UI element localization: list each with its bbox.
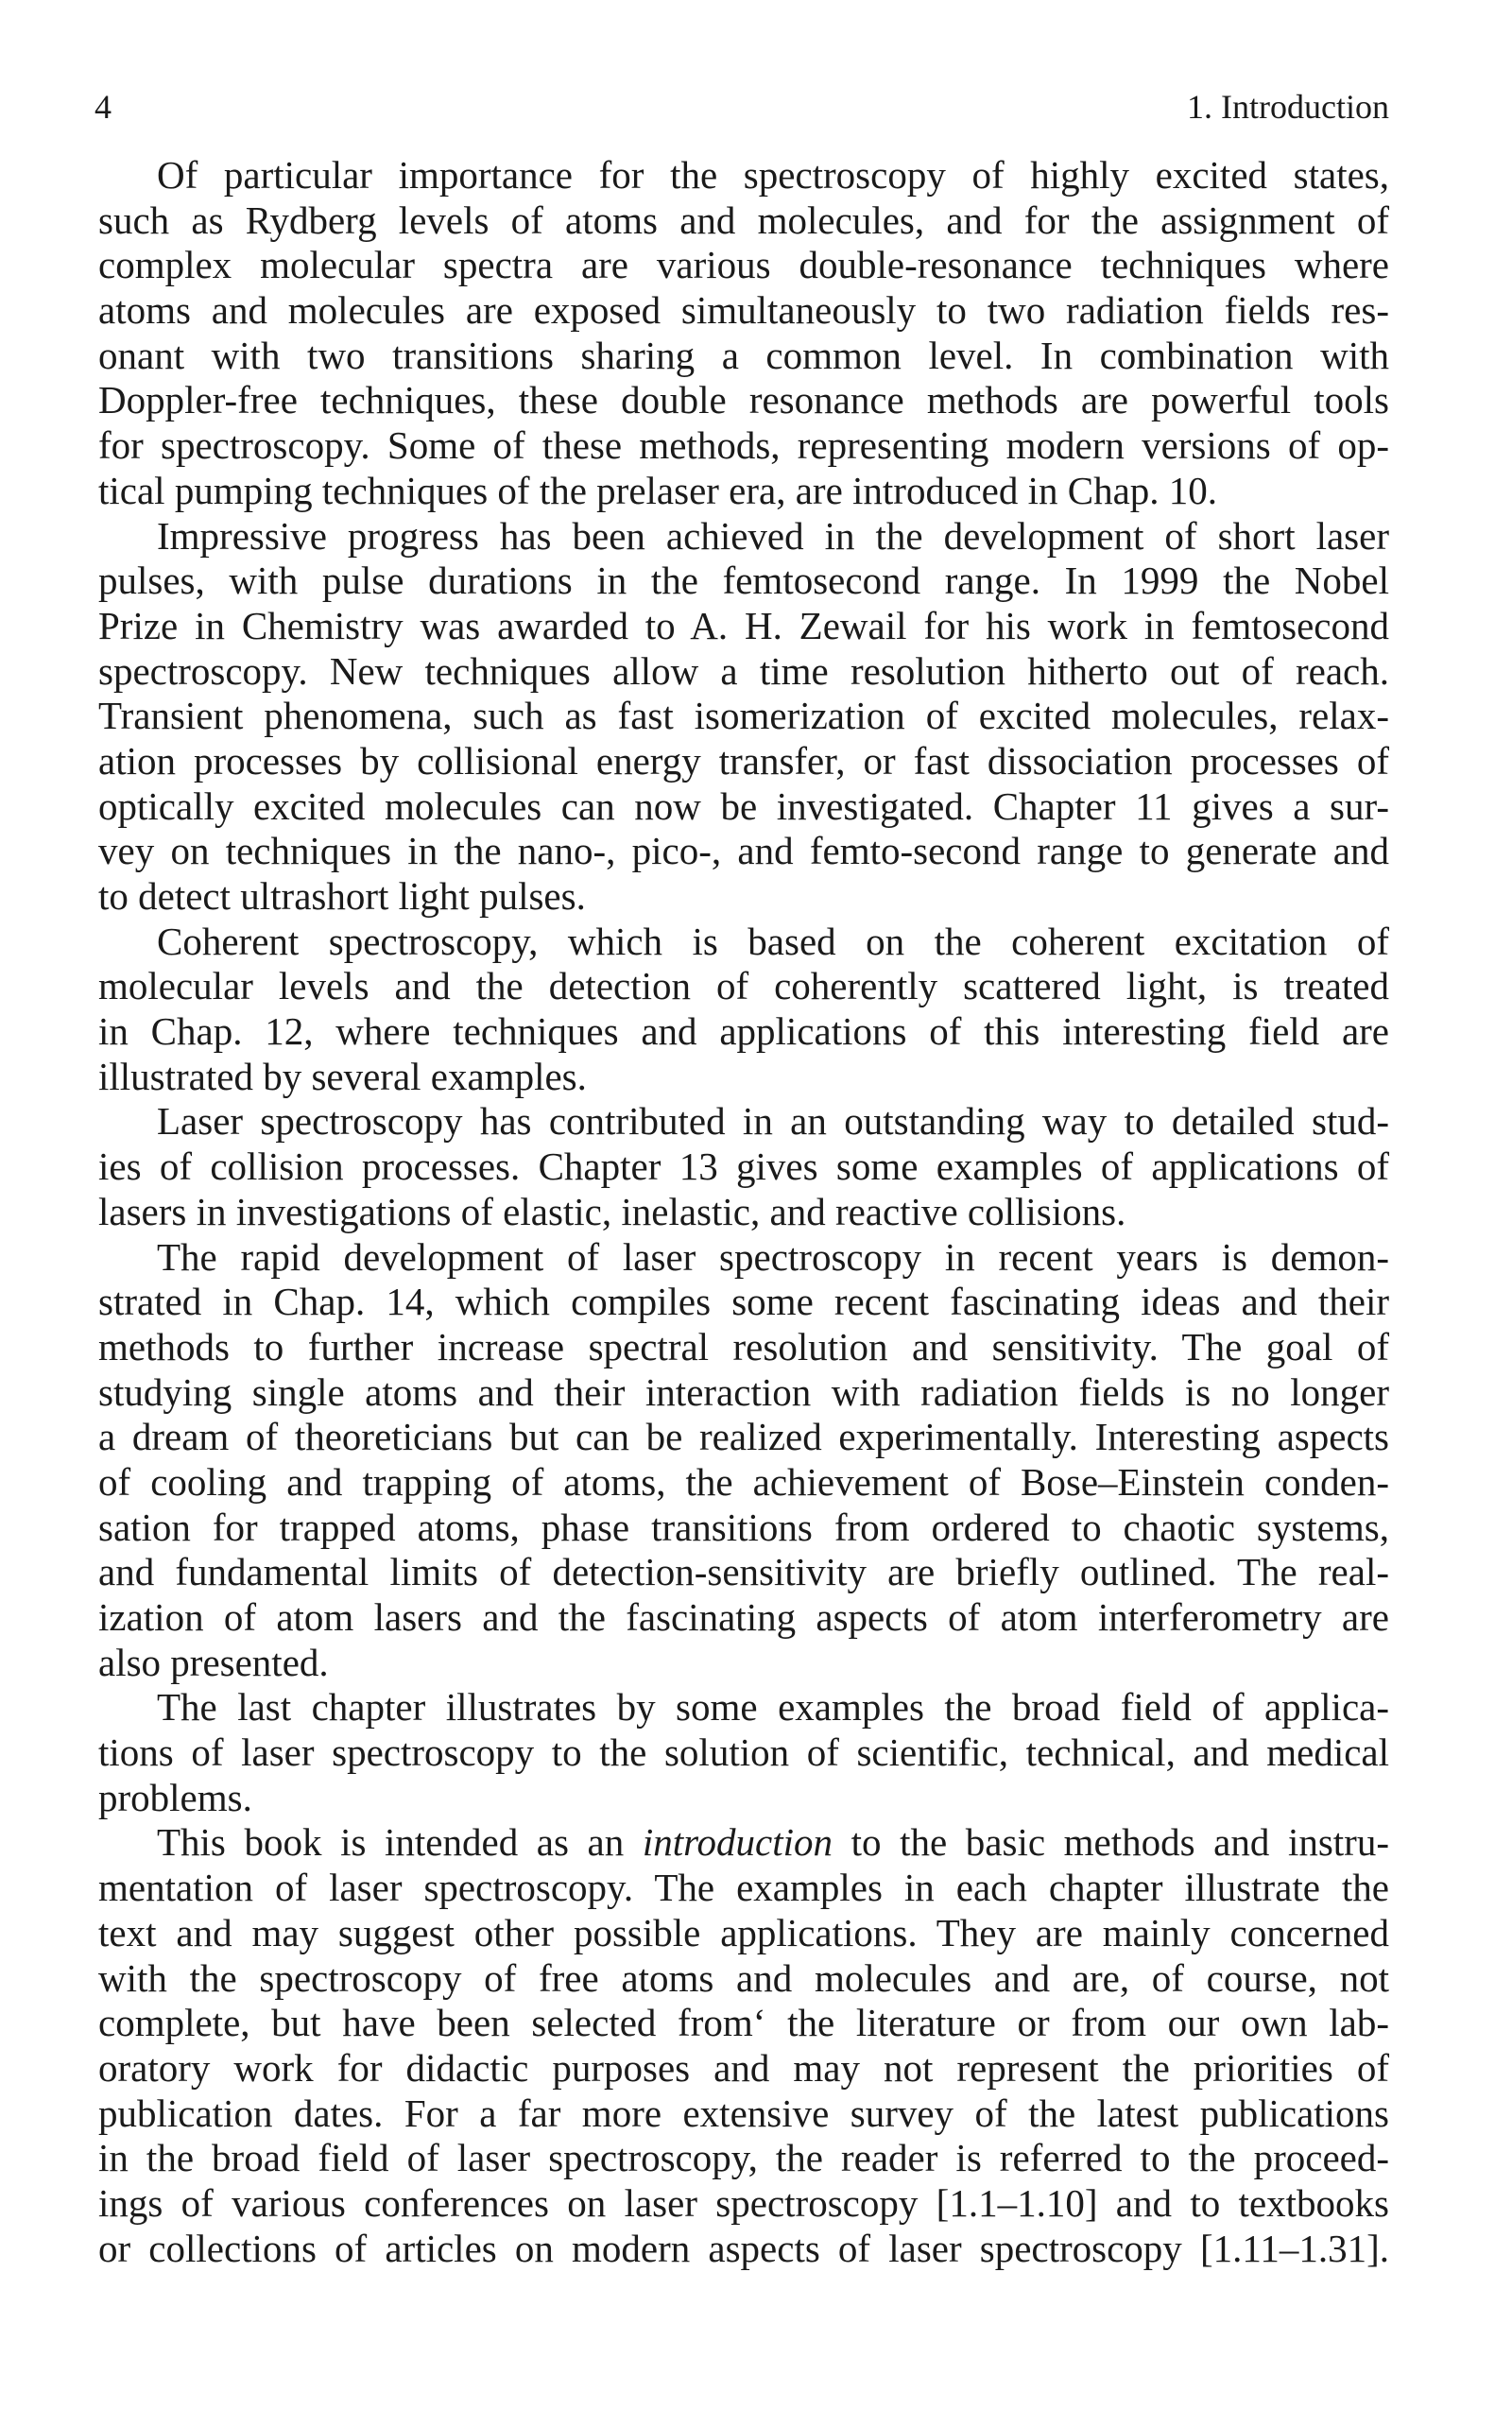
text-line: in Chap. 12, where techniques and applications of this interesting field are [98, 1009, 1389, 1054]
paragraph [98, 1820, 1389, 2271]
text-line: or collections of articles on modern aspects of laser spectroscopy [1.11–1.31]. [98, 2226, 1389, 2270]
text-line: oratory work for didactic purposes and may not represent the priorities of [98, 2045, 1389, 2090]
text-line: studying single atoms and their interaction with radiation fields is no longer [98, 1369, 1389, 1414]
text-line: optically excited molecules can now be investigated. Chapter 11 gives a sur- [98, 783, 1389, 828]
text-line: spectroscopy. New techniques allow a time resolution hitherto out of reach. [98, 648, 1389, 693]
text-line: of cooling and trapping of atoms, the achievement of Bose–Einstein conden- [98, 1459, 1389, 1504]
text-line: to detect ultrashort light pulses. [98, 874, 586, 918]
text-line: Transient phenomena, such as fast isomerization of excited molecules, relax- [98, 694, 1389, 738]
text-line: with the spectroscopy of free atoms and molecules and are, of course, not [98, 1955, 1389, 2000]
text-line: The last chapter illustrates by some examples the broad field of applica- [157, 1685, 1389, 1730]
text-line: for spectroscopy. Some of these methods, representing modern versions of op- [98, 423, 1389, 468]
text-line: complete, but have been selected from‘ the literature or from our own lab- [98, 2001, 1389, 2045]
text-line: publication dates. For a far more extensive survey of the latest publications [98, 2091, 1389, 2135]
text-line: methods to further increase spectral resolution and sensitivity. The goal of [98, 1324, 1389, 1369]
text-line: vey on techniques in the nano-, pico-, and femto-second range to generate and [98, 829, 1389, 873]
page-header [94, 87, 1389, 129]
text-line: tical pumping techniques of the prelaser era, are introduced in Chap. 10. [98, 468, 1218, 512]
text-line: molecular levels and the detection of coherently scattered light, is treated [98, 964, 1389, 1008]
paragraph [98, 153, 1389, 514]
text-line: such as Rydberg levels of atoms and molecules, and for the assignment of [98, 198, 1389, 242]
text-line: onant with two transitions sharing a common level. In combination with [98, 333, 1389, 377]
text-line: illustrated by several examples. [98, 1054, 587, 1098]
text-line: pulses, with pulse durations in the femtosecond range. In 1999 the Nobel [98, 559, 1389, 603]
paragraph [98, 1235, 1389, 1686]
text-line: The rapid development of laser spectroscopy in recent years is demon- [157, 1234, 1389, 1279]
text-line: ings of various conferences on laser spectroscopy [1.1–1.10] and to textbooks [98, 2180, 1389, 2225]
text-line: strated in Chap. 14, which compiles some recent fascinating ideas and their [98, 1280, 1389, 1324]
text-line: ization of atom lasers and the fascinating aspects of atom interferometry are [98, 1595, 1389, 1639]
text-line: complex molecular spectra are various double-resonance techniques where [98, 243, 1389, 287]
text-line: lasers in investigations of elastic, inelastic, and reactive collisions. [98, 1189, 1126, 1233]
text-line: Coherent spectroscopy, which is based on the coherent excitation of [157, 919, 1389, 963]
text-line: mentation of laser spectroscopy. The examples in each chapter illustrate the [98, 1866, 1389, 1910]
text-line: problems. [98, 1775, 252, 1819]
text-line: a dream of theoreticians but can be realized experimentally. Interesting aspects [98, 1415, 1389, 1459]
paragraph [98, 514, 1389, 920]
text-line: also presented. [98, 1640, 329, 1684]
paragraph [98, 1685, 1389, 1820]
text-segment: to the basic methods and instru- [833, 1820, 1389, 1865]
text-line [98, 1820, 1389, 1866]
text-line: text and may suggest other possible applications. They are mainly concerned [98, 1910, 1389, 1954]
text-line: sation for trapped atoms, phase transitions from ordered to chaotic systems, [98, 1505, 1389, 1549]
running-head: 1. Introduction [1187, 88, 1389, 126]
paragraph [98, 920, 1389, 1100]
text-line: tions of laser spectroscopy to the solution of scientific, technical, and medical [98, 1730, 1389, 1775]
text-line: and fundamental limits of detection-sensitivity are briefly outlined. The real- [98, 1550, 1389, 1594]
text-line: ation processes by collisional energy transfer, or fast dissociation processes of [98, 738, 1389, 783]
text-line: Of particular importance for the spectroscopy of highly excited states, [157, 153, 1389, 197]
text-line: Prize in Chemistry was awarded to A. H. Zewail for his work in femtosecond [98, 603, 1389, 647]
page-number: 4 [94, 88, 112, 126]
text-line: Impressive progress has been achieved in the development of short laser [157, 513, 1389, 558]
text-line: Doppler-free techniques, these double resonance methods are powerful tools [98, 378, 1389, 422]
text-line: ies of collision processes. Chapter 13 gives some examples of applications of [98, 1145, 1389, 1189]
text-segment: This book is intended as an [157, 1820, 643, 1865]
paragraph [98, 1099, 1389, 1234]
text-line: Laser spectroscopy has contributed in an outstanding way to detailed stud- [157, 1099, 1389, 1144]
italic-text: introduction [642, 1820, 833, 1865]
text-line: atoms and molecules are exposed simultaneously to two radiation fields res- [98, 288, 1389, 333]
body-text [98, 153, 1389, 2271]
text-line: in the broad field of laser spectroscopy, the reader is referred to the proceed- [98, 2136, 1389, 2180]
